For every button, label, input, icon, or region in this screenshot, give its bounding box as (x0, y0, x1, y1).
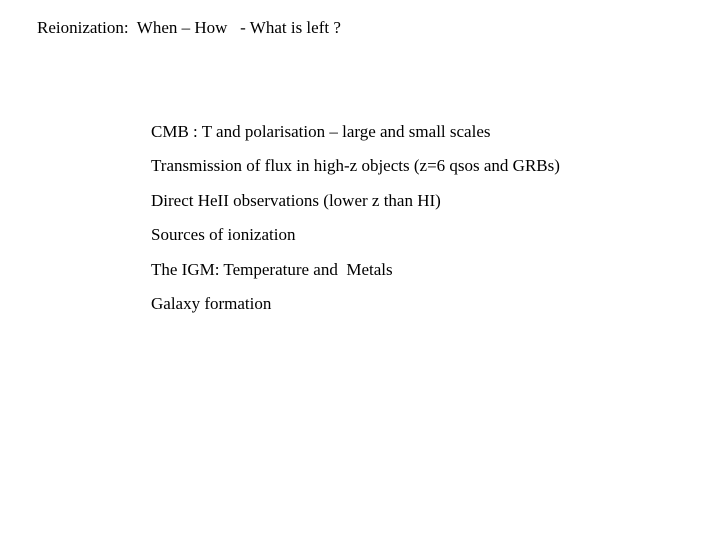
slide-title: Reionization: When – How - What is left ? (37, 18, 341, 37)
list-item: Transmission of flux in high-z objects (z=6 qsos and GRBs) (151, 156, 560, 176)
list-item: Direct HeII observations (lower z than HI) (151, 190, 441, 210)
list-item: CMB : T and polarisation – large and small scales (151, 122, 491, 141)
list-item: Galaxy formation (151, 293, 272, 313)
list-item: The IGM: Temperature and Metals (151, 259, 393, 279)
topic-list (151, 121, 560, 327)
list-item: Sources of ionization (151, 225, 296, 245)
